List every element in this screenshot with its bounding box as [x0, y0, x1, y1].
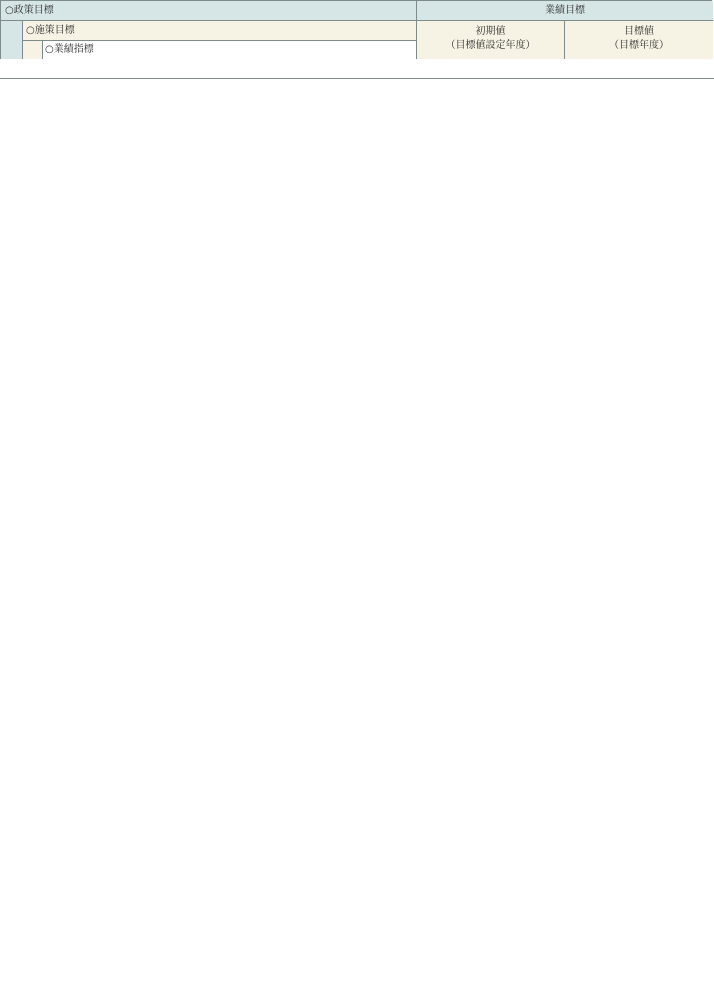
indicator-label: ○業績指標	[45, 44, 94, 55]
header-target-value	[565, 21, 713, 59]
header-left-bottom-indent	[23, 41, 43, 59]
indicator-table	[0, 78, 714, 998]
initial-value-sub-label: （目標値設定年度）	[445, 39, 536, 51]
target-value-sub-label: （目標年度）	[609, 39, 669, 51]
policy-goal-label: ○政策目標	[5, 5, 54, 16]
target-value-label: 目標値	[624, 26, 654, 37]
header-performance-goal	[417, 1, 713, 21]
header-left-mid	[23, 21, 417, 41]
performance-goal-label: 業績目標	[545, 5, 585, 16]
header-left-top	[1, 1, 417, 21]
header-left-bottom	[43, 41, 417, 59]
measure-goal-label: ○施策目標	[26, 25, 75, 36]
header-initial-value	[417, 21, 565, 59]
initial-value-label: 初期値	[475, 26, 506, 37]
header-left-mid-indent	[1, 21, 23, 59]
table-header	[0, 0, 712, 59]
